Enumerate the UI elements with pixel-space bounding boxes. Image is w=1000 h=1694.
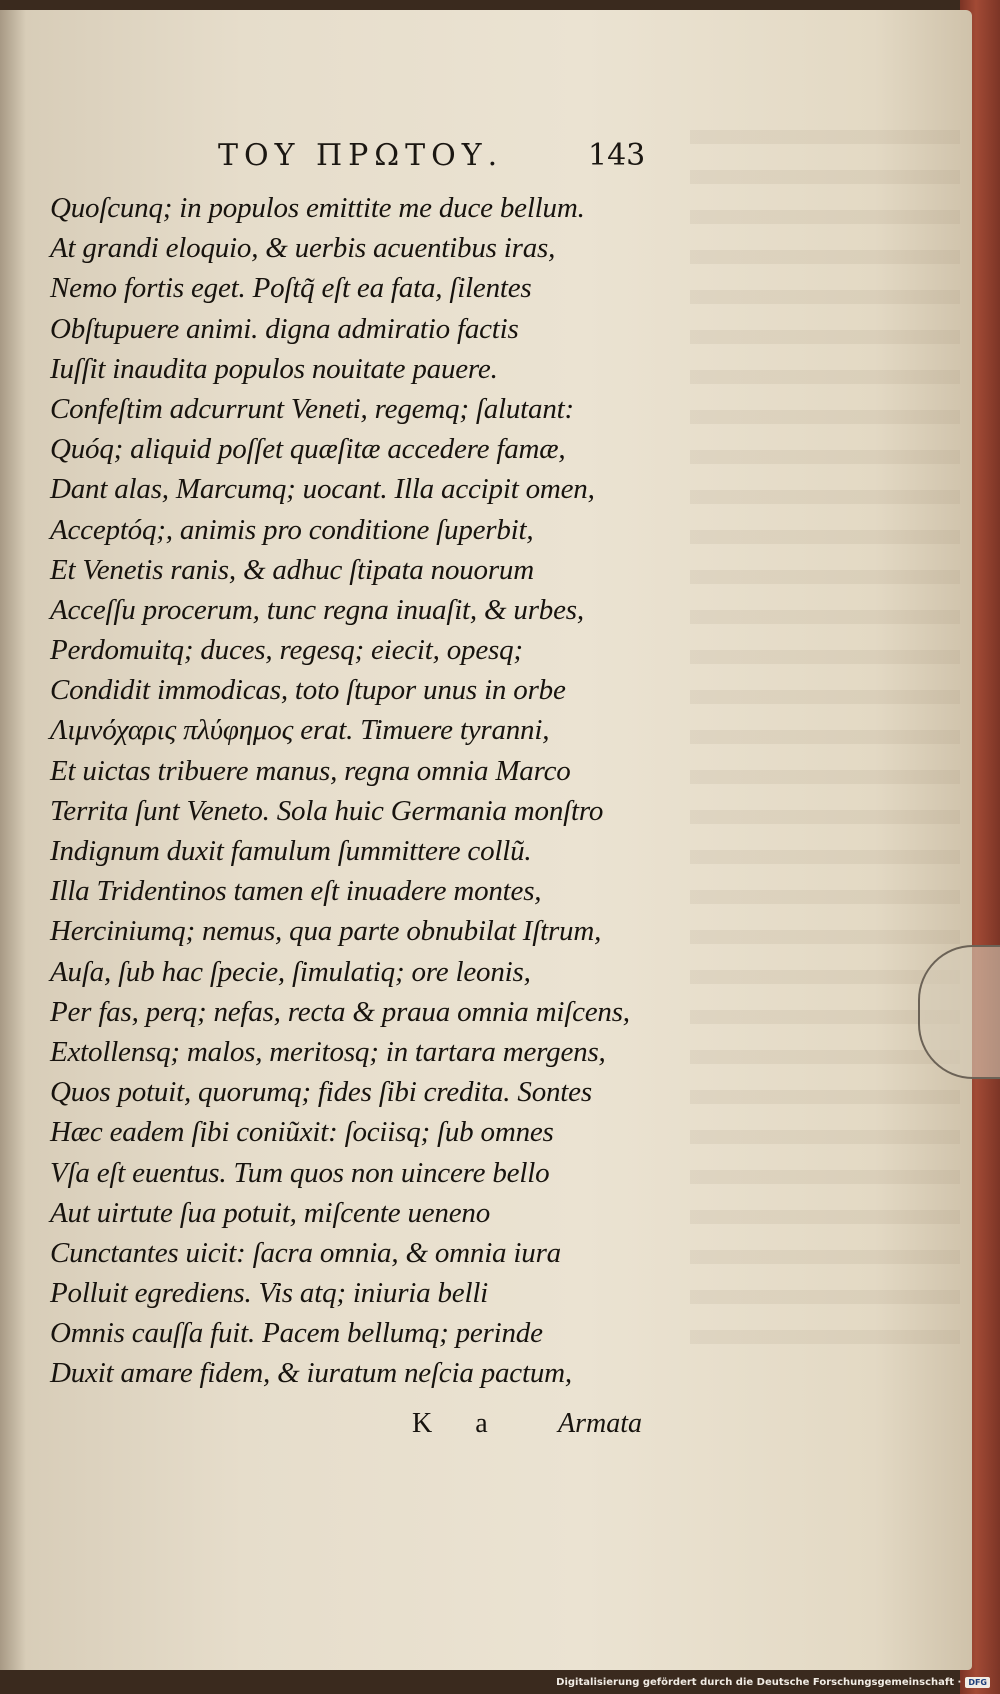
verse-line: Herciniumq; nemus, qua parte obnubilat Iſtrum,: [50, 915, 602, 948]
verse-line: Λιμνόχαρις πλύφημος erat. Timuere tyranni,: [50, 714, 550, 747]
verse-text-block: [50, 188, 690, 1394]
verse-line: Condidit immodicas, toto ſtupor unus in orbe: [50, 674, 566, 707]
page-clip-tab: [918, 945, 1000, 1079]
verse-line: Acceſſu procerum, tunc regna inuaſit, & urbes,: [50, 593, 584, 626]
digitization-credit: [556, 1677, 990, 1688]
verse-line: Quóq; aliquid poſſet quæſitæ accedere famæ,: [50, 433, 566, 466]
verse-line: Aut uirtute ſua potuit, miſcente ueneno: [50, 1196, 491, 1229]
verse-line: Vſa eſt euentus. Tum quos non uincere bello: [50, 1156, 550, 1189]
verse-line: Quoſcunq; in populos emittite me duce bellum.: [50, 192, 585, 224]
verse-line: Polluit egrediens. Vis atq; iniuria belli: [50, 1277, 489, 1310]
verse-line: Acceptóq;, animis pro conditione ſuperbit,: [50, 513, 534, 546]
page-footer: [0, 1408, 972, 1448]
verse-line: Quos potuit, quorumq; fides ſibi credita. Sontes: [50, 1076, 592, 1109]
verse-line: Nemo fortis eget. Poſtq̃ eſt ea fata, ſilentes: [50, 272, 532, 305]
book-page: [0, 10, 972, 1670]
catchword: Armata: [558, 1408, 642, 1439]
verse-line: Extollensq; malos, meritosq; in tartara mergens,: [50, 1035, 606, 1068]
verse-line: Indignum duxit famulum ſummittere collũ.: [50, 835, 532, 867]
verse-line: Duxit amare fidem, & iuratum neſcia pactum,: [50, 1357, 572, 1390]
verse-line: Hæc eadem ſibi coniũxit: ſociisq; ſub omnes: [50, 1116, 554, 1149]
verse-line: Auſa, ſub hac ſpecie, ſimulatiq; ore leonis,: [50, 955, 531, 988]
credit-text: Digitalisierung gefördert durch die Deutsche Forschungsgemeinschaft ·: [556, 1677, 962, 1688]
page-number: 143: [588, 138, 646, 173]
verse-line: Obſtupuere animi. digna admiratio factis: [50, 312, 519, 345]
verse-line: Et Venetis ranis, & adhuc ſtipata nouorum: [50, 553, 534, 586]
verse-line: Omnis cauſſa fuit. Pacem bellumq; perinde: [50, 1317, 543, 1350]
verse-line: Territa ſunt Veneto. Sola huic Germania monſtro: [50, 794, 604, 827]
verse-line: Per fas, perq; nefas, recta & praua omnia miſcens,: [50, 995, 630, 1028]
verse-line: Iuſſit inaudita populos nouitate pauere.: [50, 352, 498, 385]
show-through-text: [690, 130, 960, 1370]
signature-mark: K a: [412, 1408, 506, 1439]
verse-line: Illa Tridentinos tamen eſt inuadere montes,: [50, 875, 542, 908]
verse-line: Et uictas tribuere manus, regna omnia Marco: [50, 754, 571, 787]
verse-line: Perdomuitq; duces, regesq; eiecit, opesq;: [50, 634, 523, 667]
page-header: [0, 138, 972, 178]
dfg-logo-icon: DFG: [965, 1677, 990, 1688]
verse-line: At grandi eloquio, & uerbis acuentibus iras,: [50, 232, 556, 265]
verse-line: Cunctantes uicit: ſacra omnia, & omnia iura: [50, 1236, 561, 1269]
running-head: ΤΟΥ ΠΡΩΤΟΥ.: [218, 138, 504, 173]
verse-line: Confeſtim adcurrunt Veneti, regemq; ſalutant:: [50, 392, 574, 425]
verse-line: Dant alas, Marcumq; uocant. Illa accipit omen,: [50, 473, 595, 506]
